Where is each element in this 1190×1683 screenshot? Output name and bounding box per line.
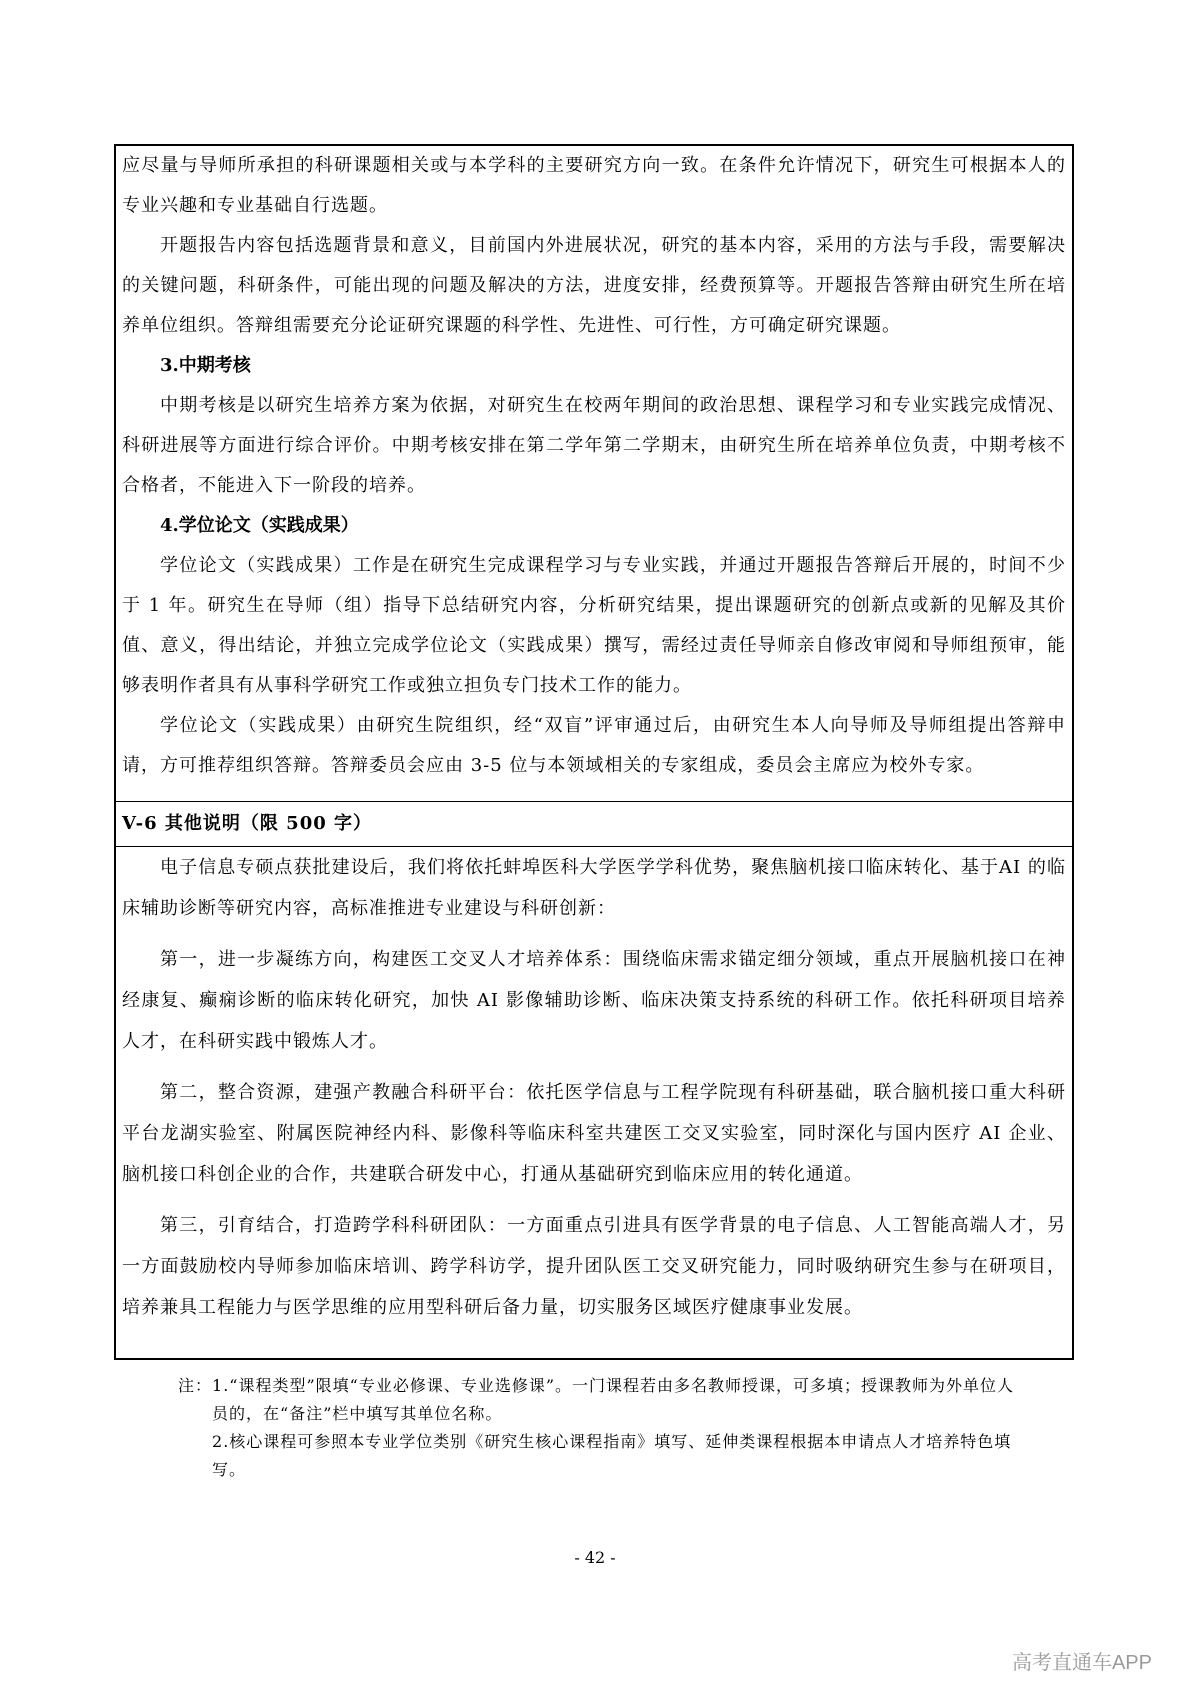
footnote-text: 2.核心课程可参照本专业学位类别《研究生核心课程指南》填写、延伸类课程根据本申请点人才培养特色填写。 — [212, 1432, 1012, 1479]
paragraph-thesis-work: 学位论文（实践成果）工作是在研究生完成课程学习与专业实践，并通过开题报告答辩后开展的，时间不少于 1 年。研究生在导师（组）指导下总结研究内容，分析研究结果，提出课题研究的创新点或新的见解及其价值、意义，得出结论，并独立完成学位论文（实践成果）撰写，需经过责任导师亲自修改审阅和导师组预审，能够表明作者具有从事科学研究工作或独立担负专门技术工作的能力。 — [122, 555, 1066, 696]
heading-midterm-assessment: 3.中期考核 — [160, 355, 251, 376]
paragraph-midterm-assessment: 中期考核是以研究生培养方案为依据，对研究生在校两年期间的政治思想、课程学习和专业实践完成情况、科研进展等方面进行综合评价。中期考核安排在第二学年第二学期末，由研究生所在培养单位负责，中期考核不合格者，不能进入下一阶段的培养。 — [122, 395, 1066, 496]
training-process-section — [116, 146, 1072, 801]
footnote-label: 注： — [178, 1376, 213, 1395]
other-notes-section — [116, 847, 1072, 1358]
footnotes — [178, 1372, 1018, 1484]
watermark-text: 高考直通车APP — [1011, 1652, 1152, 1674]
footnote-item — [178, 1372, 1018, 1428]
paragraph-first-measure: 第一，进一步凝练方向，构建医工交叉人才培养体系：围绕临床需求锚定细分领域，重点开展脑机接口在神经康复、癫痫诊断的临床转化研究，加快 AI 影像辅助诊断、临床决策支持系统的科研工作。依托科研项目培养人才，在科研实践中锻炼人才。 — [122, 949, 1066, 1052]
section-heading-other-notes: V-6 其他说明（限 500 字） — [122, 813, 373, 834]
footnote-item — [178, 1428, 1018, 1484]
footnote-text: 1.“课程类型”限填“专业必修课、专业选修课”。一门课程若由多名教师授课，可多填；授课教师为外单位人员的，在“备注”栏中填写其单位名称。 — [212, 1376, 1015, 1423]
paragraph-topic-selection: 应尽量与导师所承担的科研课题相关或与本学科的主要研究方向一致。在条件允许情况下，研究生可根据本人的专业兴趣和专业基础自行选题。 — [122, 155, 1066, 216]
paragraph-intro: 电子信息专硕点获批建设后，我们将依托蚌埠医科大学医学学科优势，聚焦脑机接口临床转化、基于AI 的临床辅助诊断等研究内容，高标准推进专业建设与科研创新： — [122, 857, 1066, 919]
heading-thesis: 4.学位论文（实践成果） — [160, 515, 359, 536]
paragraph-second-measure: 第二，整合资源，建强产教融合科研平台：依托医学信息与工程学院现有科研基础，联合脑机接口重大科研平台龙湖实验室、附属医院神经内科、影像科等临床科室共建医工交叉实验室，同时深化与国内医疗 AI 企业、脑机接口科创企业的合作，共建联合研发中心，打通从基础研究到临床应用的转化通道。 — [122, 1082, 1066, 1185]
form-table — [114, 144, 1074, 1360]
paragraph-thesis-defense: 学位论文（实践成果）由研究生院组织，经“双盲”评审通过后，由研究生本人向导师及导师组提出答辩申请，方可推荐组织答辩。答辩委员会应由 3-5 位与本领域相关的专家组成，委员会主席应为校外专家。 — [122, 715, 1066, 776]
paragraph-third-measure: 第三，引育结合，打造跨学科科研团队：一方面重点引进具有医学背景的电子信息、人工智能高端人才，另一方面鼓励校内导师参加临床培训、跨学科访学，提升团队医工交叉研究能力，同时吸纳研究生参与在研项目，培养兼具工程能力与医学思维的应用型科研后备力量，切实服务区域医疗健康事业发展。 — [122, 1215, 1066, 1318]
page-number: - 42 - — [574, 1548, 616, 1567]
paragraph-proposal-report: 开题报告内容包括选题背景和意义，目前国内外进展状况，研究的基本内容，采用的方法与手段，需要解决的关键问题，科研条件，可能出现的问题及解决的方法，进度安排，经费预算等。开题报告答辩由研究生所在培养单位组织。答辩组需要充分论证研究课题的科学性、先进性、可行性，方可确定研究课题。 — [122, 235, 1066, 336]
